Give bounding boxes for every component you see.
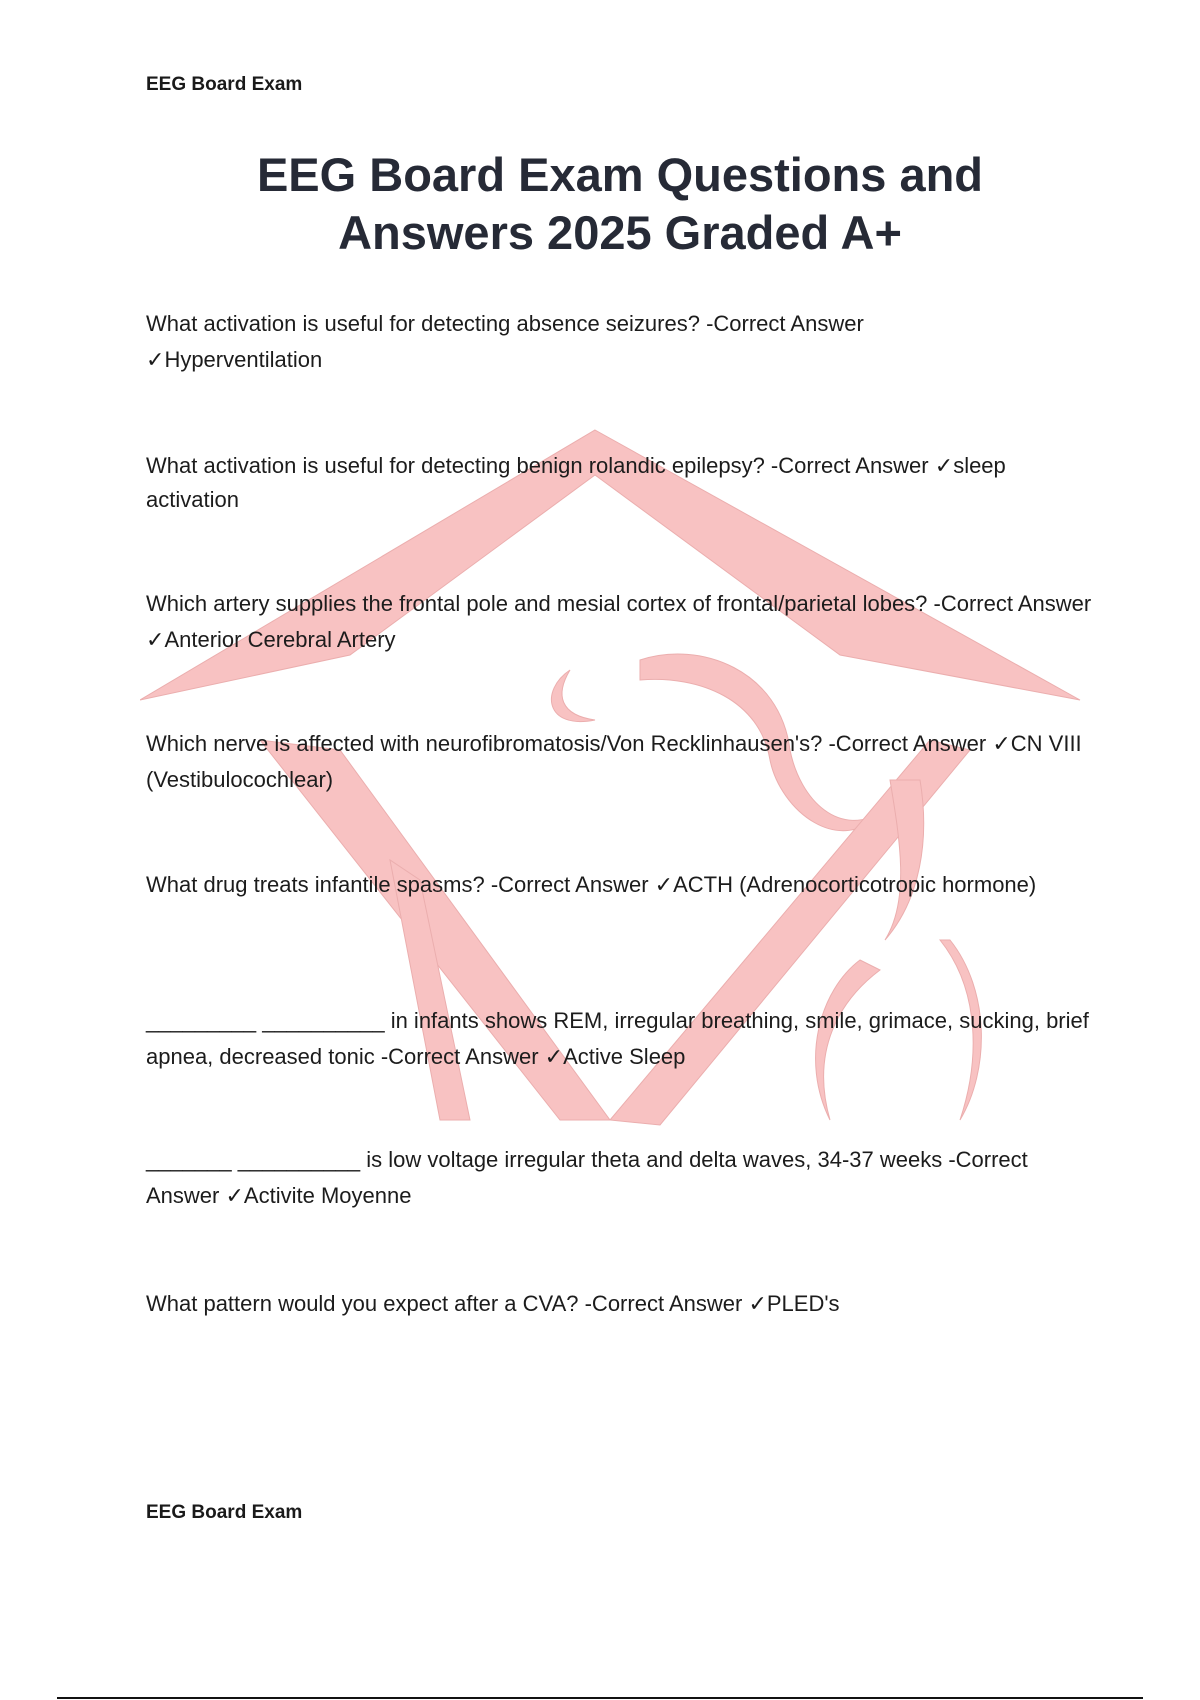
question-text: What activation is useful for detecting benign rolandic epilepsy? -Correct Answer bbox=[146, 453, 929, 478]
question-text: What activation is useful for detecting absence seizures? -Correct Answer bbox=[146, 311, 864, 336]
question-text: What pattern would you expect after a CVA? -Correct Answer bbox=[146, 1291, 743, 1316]
qa-item bbox=[146, 1286, 1096, 1322]
answer-text: sleep activation bbox=[146, 453, 1006, 512]
answer-text: Activite Moyenne bbox=[243, 1183, 412, 1208]
checkmark-icon: ✓ bbox=[225, 1183, 244, 1208]
checkmark-icon: ✓ bbox=[934, 453, 954, 478]
checkmark-icon: ✓ bbox=[992, 731, 1011, 756]
question-text: Which artery supplies the frontal pole and mesial cortex of frontal/parietal lobes? -Correct Answer bbox=[146, 591, 1092, 616]
answer-text: CN VIII (Vestibulocochlear) bbox=[146, 731, 1082, 792]
checkmark-icon: ✓ bbox=[146, 347, 165, 372]
answer-text: Active Sleep bbox=[563, 1044, 686, 1069]
answer-text: PLED's bbox=[766, 1291, 840, 1316]
answer-text: Anterior Cerebral Artery bbox=[164, 627, 396, 652]
checkmark-icon: ✓ bbox=[146, 627, 165, 652]
title-line-2: Answers 2025 Graded A+ bbox=[338, 206, 902, 259]
qa-item bbox=[146, 726, 1096, 798]
question-text: Which nerve is affected with neurofibromatosis/Von Recklinhausen's? -Correct Answer bbox=[146, 731, 987, 756]
qa-item bbox=[146, 449, 1096, 517]
question-text: _________ __________ in infants shows REM, irregular breathing, smile, grimace, sucking, brief apnea, decreased tonic -Correct Answer bbox=[146, 1008, 1089, 1069]
checkmark-icon: ✓ bbox=[654, 872, 674, 897]
qa-item bbox=[146, 1003, 1096, 1075]
qa-item bbox=[146, 1142, 1096, 1214]
qa-item bbox=[146, 867, 1096, 903]
title-line-1: EEG Board Exam Questions and bbox=[256, 148, 984, 201]
question-text: What drug treats infantile spasms? -Correct Answer bbox=[146, 872, 649, 897]
answer-text: ACTH (Adrenocorticotropic hormone) bbox=[673, 872, 1037, 897]
checkmark-icon: ✓ bbox=[544, 1044, 564, 1069]
qa-item bbox=[146, 306, 1096, 378]
page-bottom-divider bbox=[57, 1697, 1143, 1699]
qa-item bbox=[146, 586, 1096, 658]
running-footer: EEG Board Exam bbox=[146, 1502, 303, 1523]
answer-text: Hyperventilation bbox=[164, 347, 323, 372]
running-header: EEG Board Exam bbox=[146, 74, 303, 95]
question-text: _______ __________ is low voltage irregular theta and delta waves, 34-37 weeks -Correct Answer bbox=[146, 1147, 1028, 1208]
page-title bbox=[0, 146, 1200, 262]
checkmark-icon: ✓ bbox=[748, 1291, 767, 1316]
